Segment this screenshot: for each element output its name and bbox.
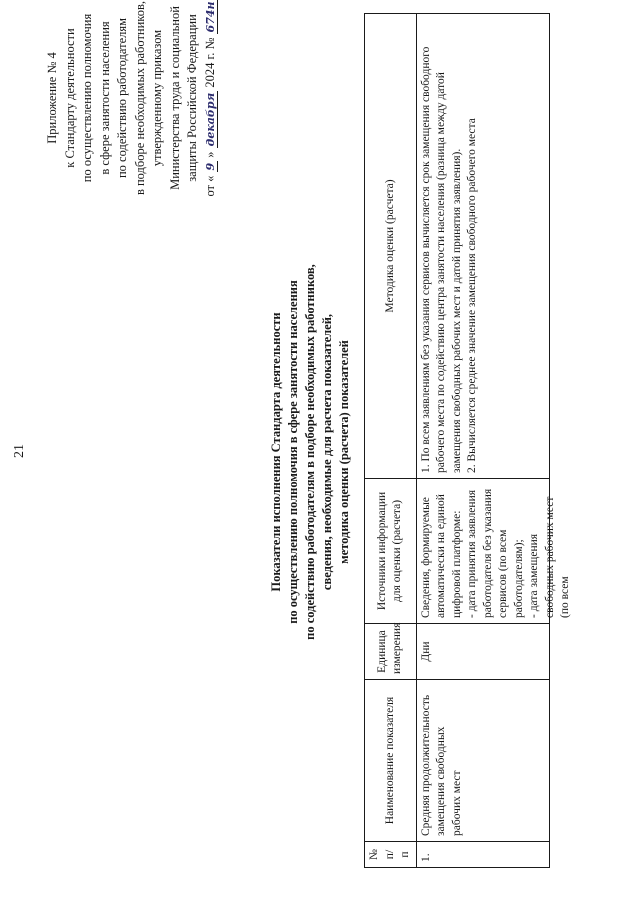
cell-unit: Дни xyxy=(416,624,549,680)
heading-line: по осуществлению полномочия в сфере занятости населения xyxy=(286,280,300,624)
header-num: № п/п xyxy=(365,842,417,868)
appendix-line: по содействию работодателям xyxy=(115,17,129,179)
date-prefix: от « xyxy=(202,175,217,197)
source-item: Сведения, формируемые автоматически на единой цифровой платформе: xyxy=(419,494,463,618)
cell-method xyxy=(416,14,549,479)
source-item: - дата замещения свободных рабочих мест (по всем xyxy=(528,496,571,618)
method-step: 2. Вычисляется среднее значение замещения свободного рабочего места xyxy=(466,118,478,473)
appendix-block xyxy=(44,0,219,218)
heading-line: по содействию работодателям в подборе необходимых работников, xyxy=(303,264,317,640)
date-separator: » xyxy=(202,151,217,158)
page-number: 21 xyxy=(12,444,27,458)
order-date-line xyxy=(202,0,220,218)
header-method: Методика оценки (расчета) xyxy=(365,14,417,479)
heading-line: методика оценки (расчета) показателей xyxy=(337,340,351,564)
handwritten-order-number: 674н xyxy=(203,1,217,33)
appendix-line: Министерства труда и социальной xyxy=(167,6,182,190)
heading-line: Показатели исполнения Стандарта деятельности xyxy=(269,312,283,592)
table-row xyxy=(416,14,549,868)
indicators-table xyxy=(364,13,571,868)
source-item: - дата принятия заявления работодателя без указания сервисов (по всем работодателям); xyxy=(466,488,525,618)
appendix-line: защиты Российской Федерации xyxy=(185,14,199,182)
cell-sources xyxy=(416,479,571,624)
appendix-line: в сфере занятости населения xyxy=(97,21,112,175)
appendix-line: Приложение № 4 xyxy=(45,52,59,144)
document-heading xyxy=(268,142,353,762)
header-name: Наименование показателя xyxy=(365,680,417,842)
handwritten-day: 9 xyxy=(203,162,217,171)
appendix-line: по осуществлению полномочия xyxy=(80,13,94,183)
appendix-line: к Стандарту деятельности xyxy=(62,28,77,168)
header-sources: Источники информации для оценки (расчета) xyxy=(365,479,417,624)
cell-num: 1. xyxy=(416,842,549,868)
header-unit: Единица измерения xyxy=(365,624,417,680)
heading-line: сведения, необходимые для расчета показателей, xyxy=(320,313,334,591)
method-step: 1. По всем заявлениям без указания сервисов вычисляется срок замещения свободного рабочего места по содействию центра занятости населения (разница между датой замещения свободных рабочих мест и датой принятия заявления). xyxy=(419,46,463,473)
appendix-line: утвержденному приказом xyxy=(150,29,164,167)
cell-name: Средняя продолжительность замещения свободных рабочих мест xyxy=(416,680,549,842)
date-year: 2024 г. № xyxy=(202,37,217,88)
handwritten-month: декабря xyxy=(203,92,217,147)
appendix-line: в подборе необходимых работников, xyxy=(132,0,147,196)
table-header-row xyxy=(365,14,417,868)
